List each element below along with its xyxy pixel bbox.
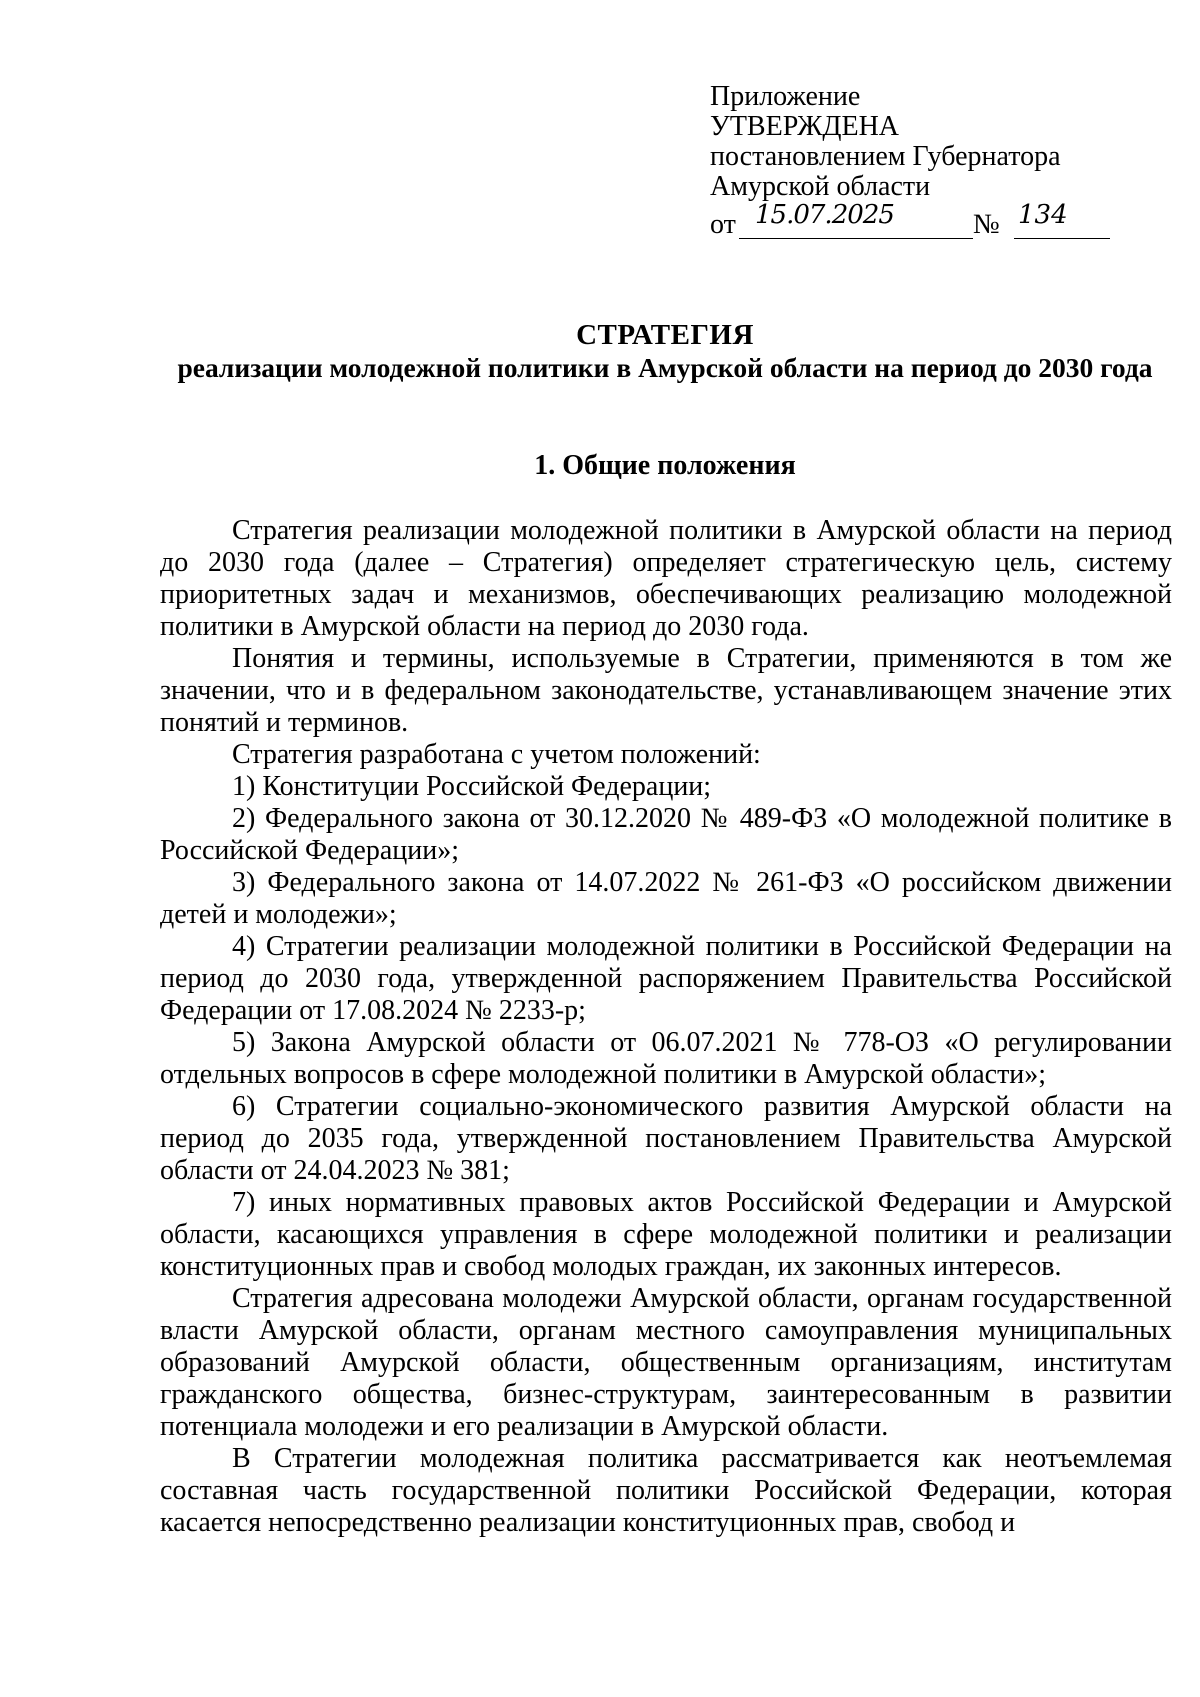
- approval-date-number-line: [710, 200, 1068, 240]
- list-item: 6) Стратегии социально-экономического развития Амурской области на период до 2035 года, утвержденной постановлением Правительства Амурской области от 24.04.2023 № 381;: [160, 1091, 1172, 1186]
- approval-date-field: [739, 202, 973, 239]
- approval-appendix-label: Приложение: [710, 81, 861, 112]
- list-item: 1) Конституции Российской Федерации;: [232, 771, 712, 802]
- paragraph: Стратегия адресована молодежи Амурской области, органам государственной власти Амурской области, органам местного самоуправления муниципальных образований Амурской области, общественным организациям, институтам гражданского общества, бизнес-структурам, заинтересованным в развитии потенциала молодежи и его реализации в Амурской области.: [160, 1283, 1172, 1442]
- paragraph: Понятия и термины, используемые в Стратегии, применяются в том же значении, что и в федеральном законодательстве, устанавливающем значение этих понятий и терминов.: [160, 643, 1172, 738]
- approval-by-resolution: постановлением Губернатора: [710, 141, 1061, 172]
- approval-number-label: №: [973, 209, 1000, 240]
- document-title: СТРАТЕГИЯ: [576, 319, 754, 351]
- approval-date-handwritten: 15.07.2025: [755, 200, 894, 230]
- approval-number-field: [1014, 202, 1110, 239]
- document-subtitle: реализации молодежной политики в Амурской области на период до 2030 года: [177, 352, 1153, 383]
- approval-approved-label: УТВЕРЖДЕНА: [710, 111, 900, 142]
- approval-block: [710, 81, 1068, 240]
- paragraph: В Стратегии молодежная политика рассматривается как неотъемлемая составная часть государственной политики Российской Федерации, которая касается непосредственно реализации конституционных прав, свобод и: [160, 1443, 1172, 1538]
- section-heading: 1. Общие положения: [534, 450, 796, 481]
- approval-region: Амурской области: [710, 171, 931, 202]
- list-item: 4) Стратегии реализации молодежной политики в Российской Федерации на период до 2030 года, утвержденной распоряжением Правительства Российской Федерации от 17.08.2024 № 2233-р;: [160, 931, 1172, 1026]
- approval-number-handwritten: 134: [1018, 200, 1068, 230]
- list-item: 3) Федерального закона от 14.07.2022 № 261-ФЗ «О российском движении детей и молодежи»;: [160, 867, 1172, 930]
- list-item: 2) Федерального закона от 30.12.2020 № 489-ФЗ «О молодежной политике в Российской Федерации»;: [160, 803, 1172, 866]
- paragraph: Стратегия реализации молодежной политики в Амурской области на период до 2030 года (далее – Стратегия) определяет стратегическую цель, систему приоритетных задач и механизмов, обеспечивающих реализацию молодежной политики в Амурской области на период до 2030 года.: [160, 515, 1172, 642]
- section-body: [160, 515, 1172, 1539]
- approval-from-label: от: [710, 209, 736, 240]
- paragraph: Стратегия разработана с учетом положений:: [232, 739, 761, 770]
- list-item: 5) Закона Амурской области от 06.07.2021 № 778-ОЗ «О регулировании отдельных вопросов в сфере молодежной политики в Амурской области»;: [160, 1027, 1172, 1090]
- list-item: 7) иных нормативных правовых актов Российской Федерации и Амурской области, касающихся управления в сфере молодежной политики и реализации конституционных прав и свобод молодых граждан, их законных интересов.: [160, 1187, 1172, 1282]
